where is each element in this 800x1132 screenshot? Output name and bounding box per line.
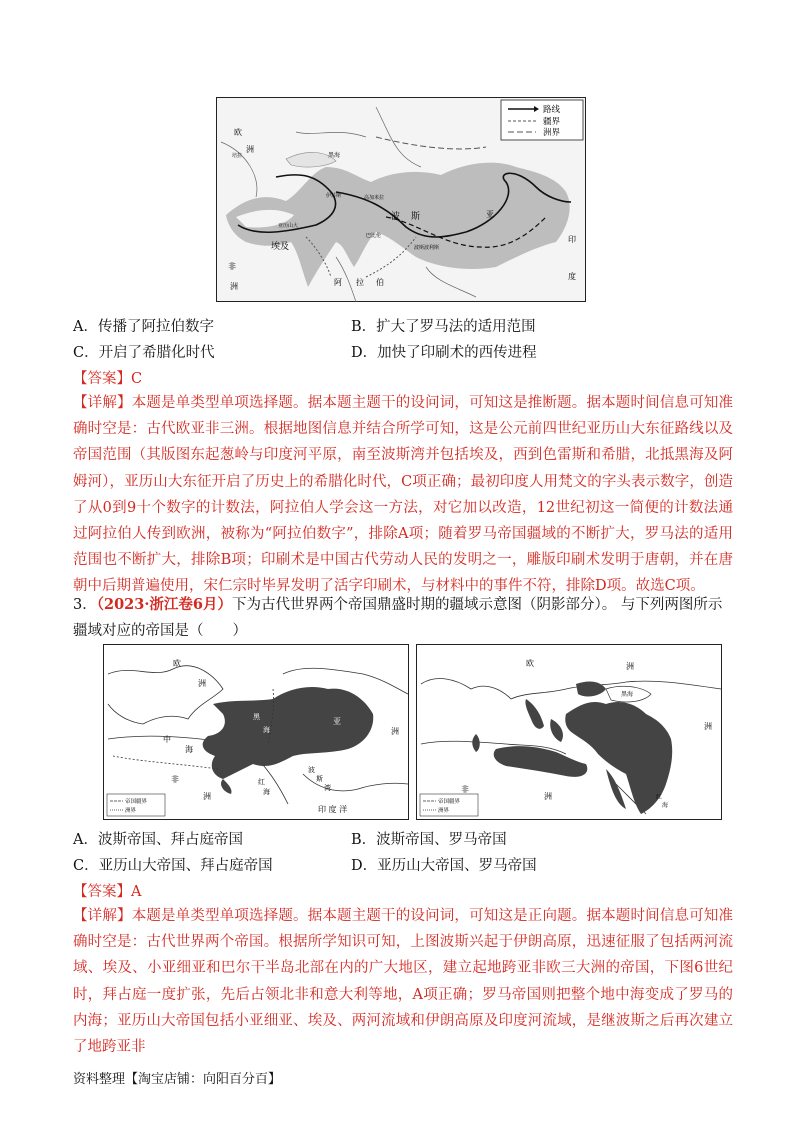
map-label: 亚历山大 [278,223,299,229]
legend-border: 疆界 [543,117,561,127]
map-label: 欧 [173,659,181,668]
map-label: 亚 [333,717,341,726]
map-label: 印 [568,235,576,244]
question-text: 下为古代世界两个帝国鼎盛时期的疆域示意图（阴影部分）。 与下列两图所示疆域对应的帝国是（ ） [73,597,723,639]
footer: 资料整理【淘宝店铺：向阳百分百】 [73,1072,282,1087]
persian-empire-map [103,644,409,820]
answer-label: 【答案】 [73,884,131,900]
map-label: 斯 [411,212,421,222]
map-label: 黑 [253,713,260,721]
explanation [73,390,733,600]
map-label: 海 [586,753,593,761]
byzantine-empire-map [416,644,722,820]
map-label: 海 [263,788,270,796]
option-d: D．亚历山大帝国、罗马帝国 [351,858,537,874]
map-label: 洲 [246,145,254,154]
map-label: 洲 [198,679,206,688]
question-stem [73,592,733,644]
detail-label: 【详解】 [73,395,132,411]
map-label: 伯 [376,278,384,287]
map-label: 中 [163,735,171,744]
map-label: 湾 [324,784,331,792]
answer-label: 【答案】 [73,371,131,387]
map-label: 拉 [356,278,364,287]
map-label: 非 [228,262,236,271]
map-label: 黑海 [328,152,341,159]
answer-value: C [131,371,143,387]
map-label: 度 [568,272,576,281]
question-number: 3． [73,597,97,613]
map-label: 印 度 洋 [318,805,348,814]
question-source: （2023·浙江卷6月） [96,596,232,613]
option-c: C．开启了希腊化时代 [73,345,215,361]
map-label: 洲 [626,662,634,671]
option-c: C．亚历山大帝国、拜占庭帝国 [73,858,273,874]
map-label: 洲 [230,282,238,291]
map-label: 欧 [234,128,242,137]
option-a: A．传播了阿拉伯数字 [73,319,214,335]
detail-text: 本题是单类型单项选择题。据本题主题干的设问词，可知这是正向题。据本题时间信息可知准确时空是：古代世界两个帝国。根据所学知识可知，上图波斯兴起于伊朗高原，迅速征服了包括两河流域、埃及、小亚细亚和巴尔干半岛北部在内的广大地区，建立起地跨亚非欧三大洲的帝国，下图6世纪时，拜占庭一度扩张，先后占领北非和意大利等地，A项正确；罗马帝国则把整个地中海变成了罗马的内海；亚历山大帝国包括小亚细亚、埃及、两河流域和伊朗高原及印度河流域，是继波斯之后再次建立了地跨亚非 [73,908,734,1056]
map-label: 洲 [544,792,552,801]
explanation [73,903,733,1060]
map-label: 阿 [334,278,342,287]
map-label: 洲 [391,727,399,736]
map-label: 伊苏斯 [326,193,342,199]
option-b: B．波斯帝国、罗马帝国 [351,832,507,848]
map-label: 非 [171,775,179,784]
map-label: 培拉 [232,153,243,159]
map-label: 高加米拉 [364,195,385,201]
map-label: 亚 [486,210,494,219]
map-label: 红 [656,794,663,801]
map-label: 波 [391,212,401,222]
map-label: 欧 [526,659,534,668]
answer-value: A [131,884,142,900]
detail-text: 本题是单类型单项选择题。据本题主题干的设问词，可知这是推断题。据本题时间信息可知准确时空是：古代欧亚非三洲。根据地图信息并结合所学可知，这是公元前四世纪亚历山大东征路线以及帝国范围（其版图东起葱岭与印度河平原，南至波斯湾并包括埃及，西到色雷斯和希腊，北抵黑海及阿姆河），亚历山大东征开启了历史上的希腊化时代，C项正确；最初印度人用梵文的字头表示数字，创造了从0到9十个数字的计数法，阿拉伯人学会这一方法，对它加以改造，12世纪初这一简便的计数法通过阿拉伯人传到欧洲，被称为“阿拉伯数字”，排除A项；随着罗马帝国疆域的不断扩大，罗马法的适用范围也不断扩大，排除B项；印刷术是中国古代劳动人民的发明之一，雕版印刷术发明于唐朝，并在唐朝中后期普遍使用，宋仁宗时毕昇发明了活字印刷术，与材料中的事件不符，排除D项。故选C项。 [73,395,734,595]
map-label: 海 [662,802,669,809]
map-label: 巴比伦 [366,233,382,239]
detail-label: 【详解】 [73,908,132,924]
legend-empire-border: 帝国疆界 [438,799,461,805]
map-label: 波 [308,766,315,774]
option-a: A．波斯帝国、拜占庭帝国 [73,832,243,848]
map-label: 非 [461,785,469,794]
option-d: D．加快了印刷术的西传进程 [351,345,537,361]
legend-continent-border: 洲界 [543,128,561,138]
map-label: 海 [263,726,270,734]
map-label: 中 [566,738,573,746]
map-label: 海 [185,745,193,754]
answer-line [73,367,142,388]
map-label: 斯 [316,775,323,783]
map-label: 亚 [661,712,669,721]
legend-continent-border: 洲界 [125,808,137,814]
map-label: 埃及 [271,242,290,252]
option-b: B．扩大了罗马法的适用范围 [351,319,536,335]
map-label: 波斯波利斯 [414,245,440,251]
map-label: 洲 [203,792,211,801]
legend-continent-border: 洲界 [438,808,450,814]
legend-route: 路线 [543,105,561,115]
legend-empire-border: 帝国疆界 [125,799,148,805]
map-label: 洲 [704,722,712,731]
alexander-campaign-map [216,97,586,302]
answer-line [73,880,141,901]
map-label: 黑海 [621,691,634,698]
map-label: 红 [258,778,265,786]
